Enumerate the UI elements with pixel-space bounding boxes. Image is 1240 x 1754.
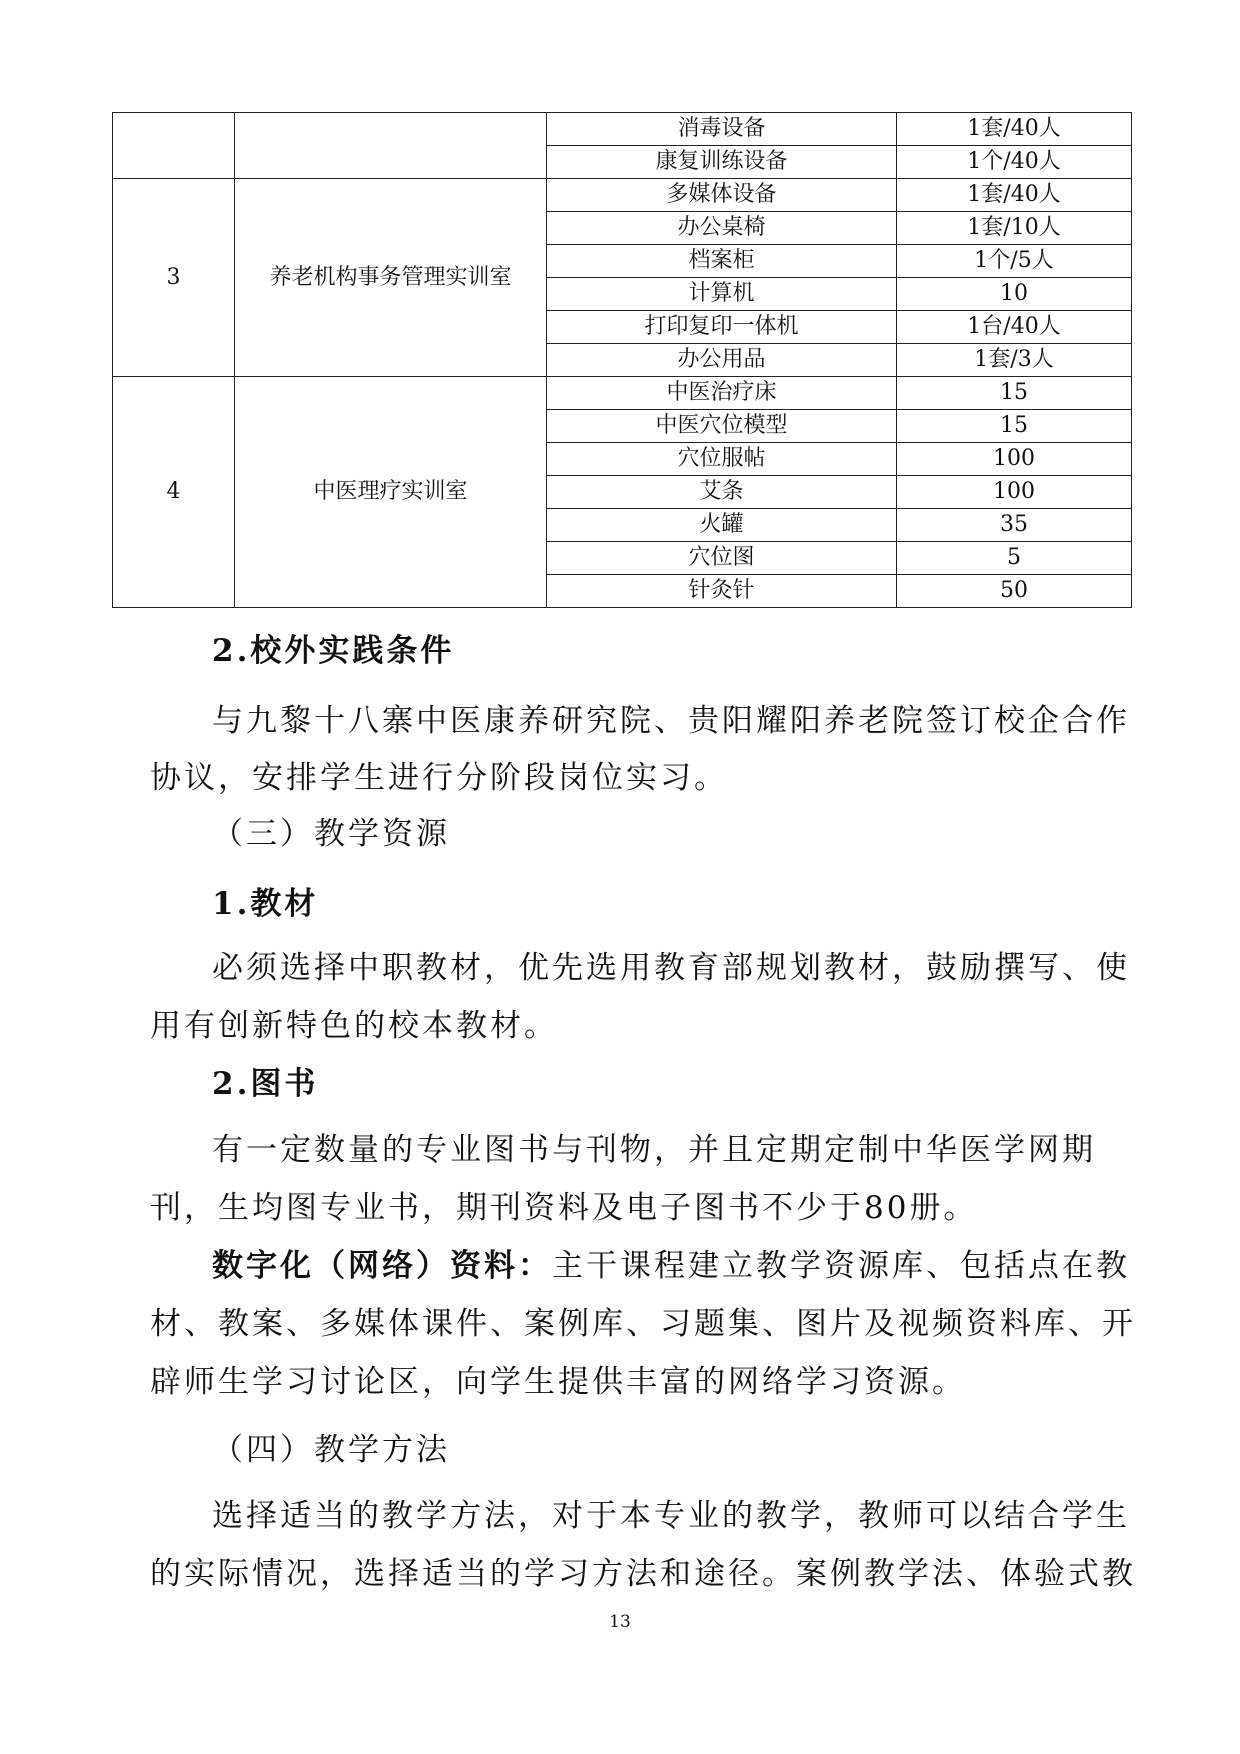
- equipment-name-cell: 打印复印一体机: [547, 311, 897, 344]
- equipment-quantity-cell: 5: [897, 542, 1132, 575]
- equipment-name-cell: 办公桌椅: [547, 212, 897, 245]
- methods-paragraph-line: 选择适当的教学方法，对于本专业的教学，教师可以结合学生: [212, 1498, 1130, 1534]
- textbook-paragraph-line: 必须选择中职教材，优先选用教育部规划教材，鼓励撰写、使: [212, 950, 1130, 986]
- equipment-quantity-cell: 1套/40人: [897, 113, 1132, 146]
- equipment-table: [112, 112, 1132, 608]
- equipment-name-cell: 针灸针: [547, 575, 897, 608]
- equipment-quantity-cell: 35: [897, 509, 1132, 542]
- table-row: [113, 179, 1132, 212]
- textbook-heading: 1.教材: [212, 886, 319, 922]
- equipment-quantity-cell: 15: [897, 377, 1132, 410]
- page-number: 13: [609, 1612, 631, 1632]
- digital-resources-label: 数字化（网络）资料：: [212, 1248, 552, 1284]
- methods-heading: （四）教学方法: [212, 1432, 450, 1468]
- resources-heading: （三）教学资源: [212, 816, 450, 852]
- equipment-name-cell: 穴位图: [547, 542, 897, 575]
- equipment-quantity-cell: 1套/40人: [897, 179, 1132, 212]
- digital-paragraph-line: [212, 1240, 1130, 1285]
- equipment-name-cell: 档案柜: [547, 245, 897, 278]
- equipment-quantity-cell: 1套/10人: [897, 212, 1132, 245]
- equipment-name-cell: 穴位服帖: [547, 443, 897, 476]
- books-paragraph-line: 有一定数量的专业图书与刊物，并且定期定制中华医学网期: [212, 1132, 1096, 1168]
- equipment-name-cell: 消毒设备: [547, 113, 897, 146]
- textbook-paragraph-line: 用有创新特色的校本教材。: [150, 1008, 558, 1044]
- equipment-quantity-cell: 50: [897, 575, 1132, 608]
- equipment-name-cell: 中医穴位模型: [547, 410, 897, 443]
- digital-paragraph-line: 辟师生学习讨论区，向学生提供丰富的网络学习资源。: [150, 1364, 966, 1400]
- equipment-quantity-cell: 1个/5人: [897, 245, 1132, 278]
- equipment-name-cell: 办公用品: [547, 344, 897, 377]
- row-number-cell: 3: [113, 179, 235, 377]
- off-campus-heading: 2.校外实践条件: [212, 633, 455, 669]
- equipment-quantity-cell: 100: [897, 443, 1132, 476]
- books-heading: 2.图书: [212, 1066, 319, 1102]
- equipment-quantity-cell: 15: [897, 410, 1132, 443]
- off-campus-paragraph-line: 协议，安排学生进行分阶段岗位实习。: [150, 760, 728, 796]
- table-row: [113, 377, 1132, 410]
- training-room-cell: 养老机构事务管理实训室: [235, 179, 547, 377]
- equipment-quantity-cell: 10: [897, 278, 1132, 311]
- books-paragraph-line: 刊，生均图专业书，期刊资料及电子图书不少于80册。: [150, 1190, 978, 1226]
- row-number-cell: 4: [113, 377, 235, 608]
- row-number-cell: [113, 113, 235, 179]
- equipment-name-cell: 康复训练设备: [547, 146, 897, 179]
- off-campus-paragraph-line: 与九黎十八寨中医康养研究院、贵阳耀阳养老院签订校企合作: [212, 703, 1130, 739]
- equipment-name-cell: 计算机: [547, 278, 897, 311]
- equipment-name-cell: 艾条: [547, 476, 897, 509]
- digital-resources-text: 主干课程建立教学资源库、包括点在教: [552, 1248, 1130, 1284]
- equipment-name-cell: 多媒体设备: [547, 179, 897, 212]
- equipment-name-cell: 中医治疗床: [547, 377, 897, 410]
- equipment-quantity-cell: 100: [897, 476, 1132, 509]
- methods-paragraph-line: 的实际情况，选择适当的学习方法和途径。案例教学法、体验式教: [150, 1556, 1136, 1592]
- training-room-cell: 中医理疗实训室: [235, 377, 547, 608]
- digital-paragraph-line: 材、教案、多媒体课件、案例库、习题集、图片及视频资料库、开: [150, 1306, 1136, 1342]
- equipment-quantity-cell: 1套/3人: [897, 344, 1132, 377]
- equipment-name-cell: 火罐: [547, 509, 897, 542]
- training-room-cell: [235, 113, 547, 179]
- equipment-quantity-cell: 1台/40人: [897, 311, 1132, 344]
- equipment-quantity-cell: 1个/40人: [897, 146, 1132, 179]
- table-row: [113, 113, 1132, 146]
